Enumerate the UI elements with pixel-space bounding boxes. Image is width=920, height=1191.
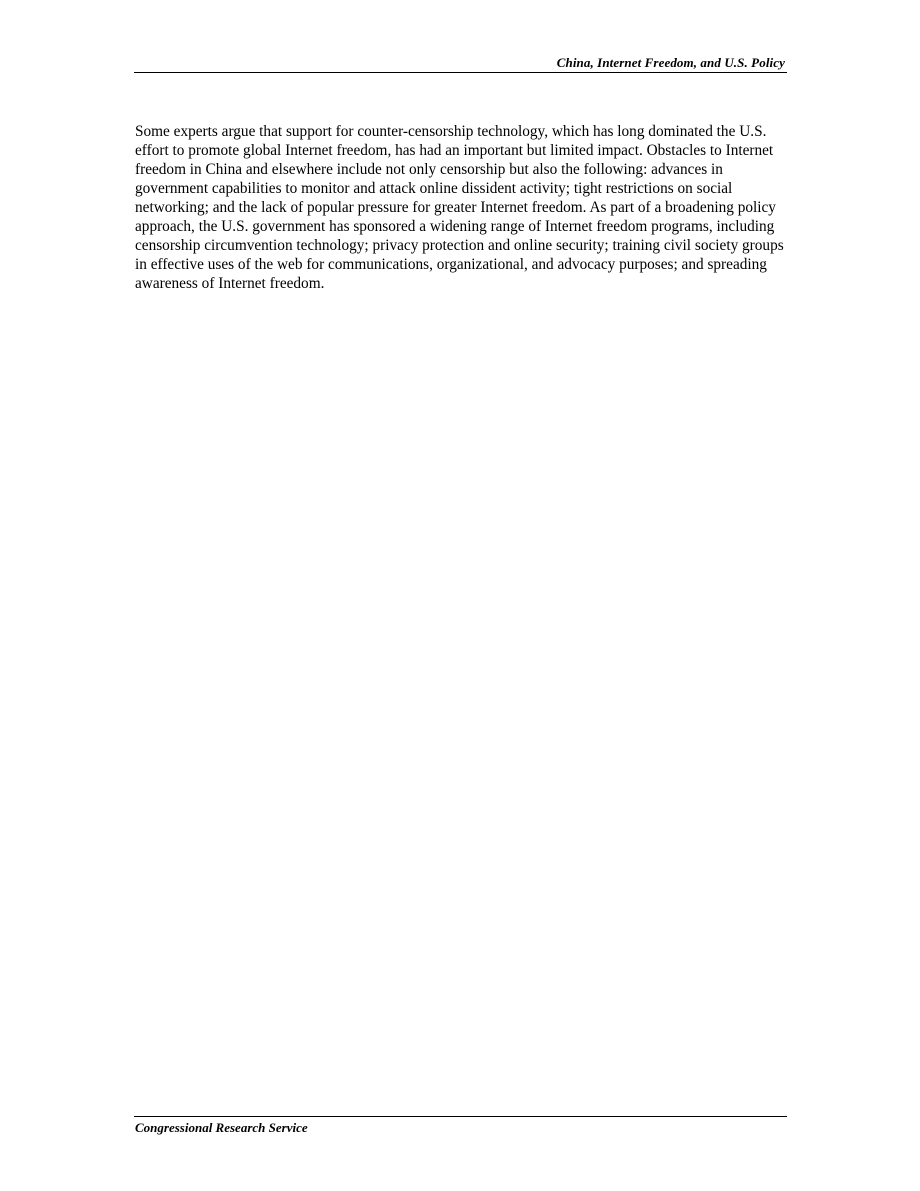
body-paragraph: Some experts argue that support for counter-censorship technology, which has long dominated the U.S. effort to promote global Internet freedom, has had an important but limited impact. Obstacles to Internet freedom in China and elsewhere include not only censorship but also the following: advances in government capabilities to monitor and attack online dissident activity; tight restrictions on social networking; and the lack of popular pressure for greater Internet freedom. As part of a broadening policy approach, the U.S. government has sponsored a widening range of Internet freedom programs, including censorship circumvention technology; privacy protection and online security; training civil society groups in effective uses of the web for communications, organizational, and advocacy purposes; and spreading awareness of Internet freedom.: [135, 123, 784, 292]
running-header-title: China, Internet Freedom, and U.S. Policy: [556, 55, 785, 70]
footer-divider: [134, 1116, 787, 1117]
footer-organization: Congressional Research Service: [135, 1120, 308, 1135]
header-divider: [134, 72, 787, 73]
